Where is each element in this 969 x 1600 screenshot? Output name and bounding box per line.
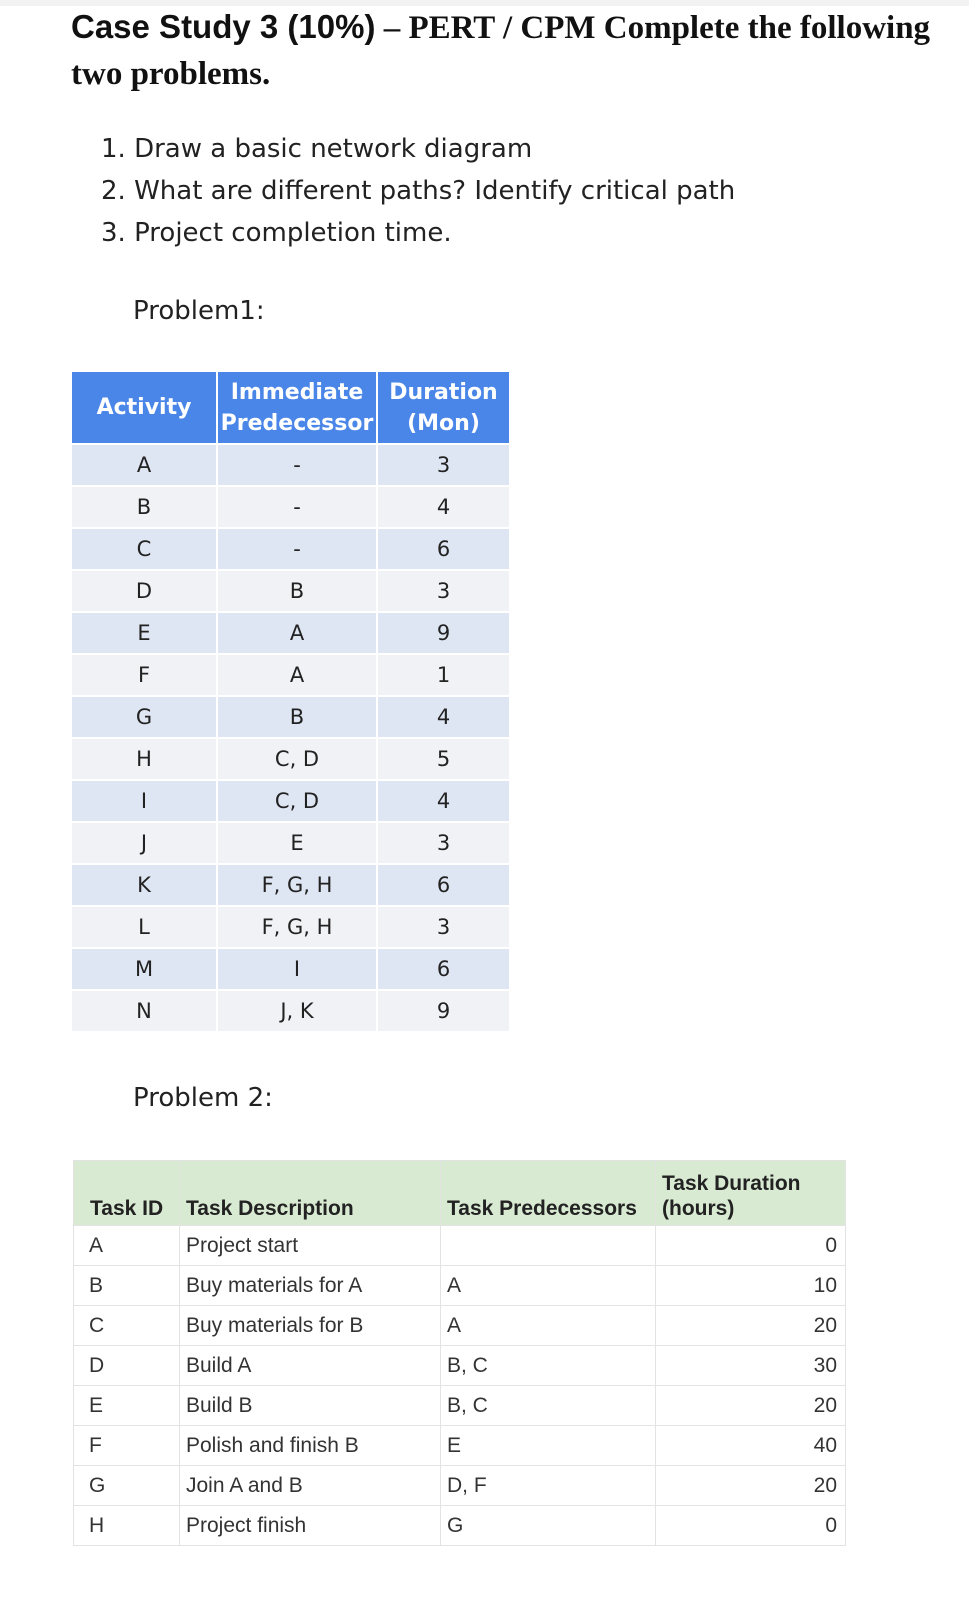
instruction-item: 3. Project completion time. (101, 218, 452, 248)
activity-cell: M (72, 948, 217, 990)
task-description-cell: Build A (180, 1346, 441, 1386)
activity-cell: D (72, 570, 217, 612)
column-header-task-description: Task Description (180, 1161, 441, 1226)
table-row (74, 1386, 846, 1426)
table-row (72, 570, 509, 612)
predecessor-cell: C, D (217, 738, 377, 780)
instruction-list (101, 128, 735, 254)
table-row (72, 948, 509, 990)
duration-cell: 9 (377, 990, 509, 1031)
title-part-1: Case Study 3 (10%) (71, 8, 376, 45)
predecessor-cell: I (217, 948, 377, 990)
column-header-duration: Duration (Mon) (377, 372, 509, 444)
activity-cell: K (72, 864, 217, 906)
task-duration-cell: 20 (656, 1466, 846, 1506)
table-row (72, 654, 509, 696)
predecessor-cell: F, G, H (217, 906, 377, 948)
task-predecessors-cell: A (441, 1266, 656, 1306)
duration-cell: 9 (377, 612, 509, 654)
task-id-cell: E (74, 1386, 180, 1426)
task-duration-cell: 0 (656, 1506, 846, 1546)
task-duration-cell: 40 (656, 1426, 846, 1466)
activity-cell: N (72, 990, 217, 1031)
duration-cell: 5 (377, 738, 509, 780)
activity-cell: C (72, 528, 217, 570)
table-row (72, 486, 509, 528)
task-description-cell: Project start (180, 1226, 441, 1266)
table-row (74, 1506, 846, 1546)
predecessor-cell: A (217, 654, 377, 696)
table-row (74, 1466, 846, 1506)
table-row (72, 990, 509, 1031)
page-title (71, 4, 951, 97)
column-header-task-duration: Task Duration (hours) (656, 1161, 846, 1226)
predecessor-cell: F, G, H (217, 864, 377, 906)
predecessor-cell: J, K (217, 990, 377, 1031)
duration-cell: 6 (377, 948, 509, 990)
task-duration-cell: 0 (656, 1226, 846, 1266)
task-id-cell: D (74, 1346, 180, 1386)
problem1-table (72, 372, 509, 1031)
duration-cell: 4 (377, 486, 509, 528)
task-description-cell: Buy materials for A (180, 1266, 441, 1306)
task-predecessors-cell: D, F (441, 1466, 656, 1506)
table-row (74, 1346, 846, 1386)
table-row (72, 822, 509, 864)
task-duration-cell: 10 (656, 1266, 846, 1306)
predecessor-cell: - (217, 528, 377, 570)
table-row (74, 1426, 846, 1466)
duration-cell: 4 (377, 696, 509, 738)
predecessor-cell: - (217, 486, 377, 528)
activity-cell: A (72, 444, 217, 486)
activity-cell: E (72, 612, 217, 654)
column-header-task-predecessors: Task Predecessors (441, 1161, 656, 1226)
duration-cell: 3 (377, 906, 509, 948)
predecessor-cell: B (217, 570, 377, 612)
task-description-cell: Buy materials for B (180, 1306, 441, 1346)
table-row (72, 780, 509, 822)
instruction-item: 2. What are different paths? Identify critical path (101, 176, 736, 206)
duration-cell: 3 (377, 822, 509, 864)
table-row (72, 696, 509, 738)
table-row (72, 738, 509, 780)
table-row (72, 528, 509, 570)
problem1-heading: Problem1: (133, 296, 265, 326)
activity-cell: B (72, 486, 217, 528)
task-predecessors-cell: B, C (441, 1386, 656, 1426)
predecessor-cell: E (217, 822, 377, 864)
duration-cell: 6 (377, 864, 509, 906)
table-row (72, 906, 509, 948)
table-row (74, 1266, 846, 1306)
duration-cell: 6 (377, 528, 509, 570)
table-row (72, 864, 509, 906)
task-predecessors-cell: B, C (441, 1346, 656, 1386)
duration-cell: 4 (377, 780, 509, 822)
predecessor-cell: A (217, 612, 377, 654)
task-predecessors-cell (441, 1226, 656, 1266)
activity-cell: I (72, 780, 217, 822)
table-row (74, 1306, 846, 1346)
task-description-cell: Build B (180, 1386, 441, 1426)
activity-cell: F (72, 654, 217, 696)
duration-cell: 3 (377, 444, 509, 486)
activity-cell: J (72, 822, 217, 864)
task-id-cell: A (74, 1226, 180, 1266)
table-row (72, 444, 509, 486)
column-header-activity: Activity (72, 372, 217, 444)
task-id-cell: B (74, 1266, 180, 1306)
task-description-cell: Polish and finish B (180, 1426, 441, 1466)
task-id-cell: G (74, 1466, 180, 1506)
task-description-cell: Project finish (180, 1506, 441, 1546)
table-row (72, 612, 509, 654)
predecessor-cell: - (217, 444, 377, 486)
column-header-task-id: Task ID (74, 1161, 180, 1226)
task-predecessors-cell: G (441, 1506, 656, 1546)
activity-cell: G (72, 696, 217, 738)
activity-cell: H (72, 738, 217, 780)
predecessor-cell: C, D (217, 780, 377, 822)
title-part-2: – PERT / CPM Complete the following two problems. (71, 10, 931, 92)
table-row (74, 1226, 846, 1266)
task-predecessors-cell: E (441, 1426, 656, 1466)
predecessor-cell: B (217, 696, 377, 738)
task-id-cell: F (74, 1426, 180, 1466)
task-duration-cell: 20 (656, 1306, 846, 1346)
task-predecessors-cell: A (441, 1306, 656, 1346)
activity-cell: L (72, 906, 217, 948)
task-duration-cell: 30 (656, 1346, 846, 1386)
problem2-table (73, 1160, 846, 1546)
task-duration-cell: 20 (656, 1386, 846, 1426)
task-id-cell: H (74, 1506, 180, 1546)
instruction-item: 1. Draw a basic network diagram (101, 134, 533, 164)
duration-cell: 3 (377, 570, 509, 612)
problem2-heading: Problem 2: (133, 1083, 273, 1113)
task-description-cell: Join A and B (180, 1466, 441, 1506)
duration-cell: 1 (377, 654, 509, 696)
column-header-predecessor: Immediate Predecessor (217, 372, 377, 444)
task-id-cell: C (74, 1306, 180, 1346)
